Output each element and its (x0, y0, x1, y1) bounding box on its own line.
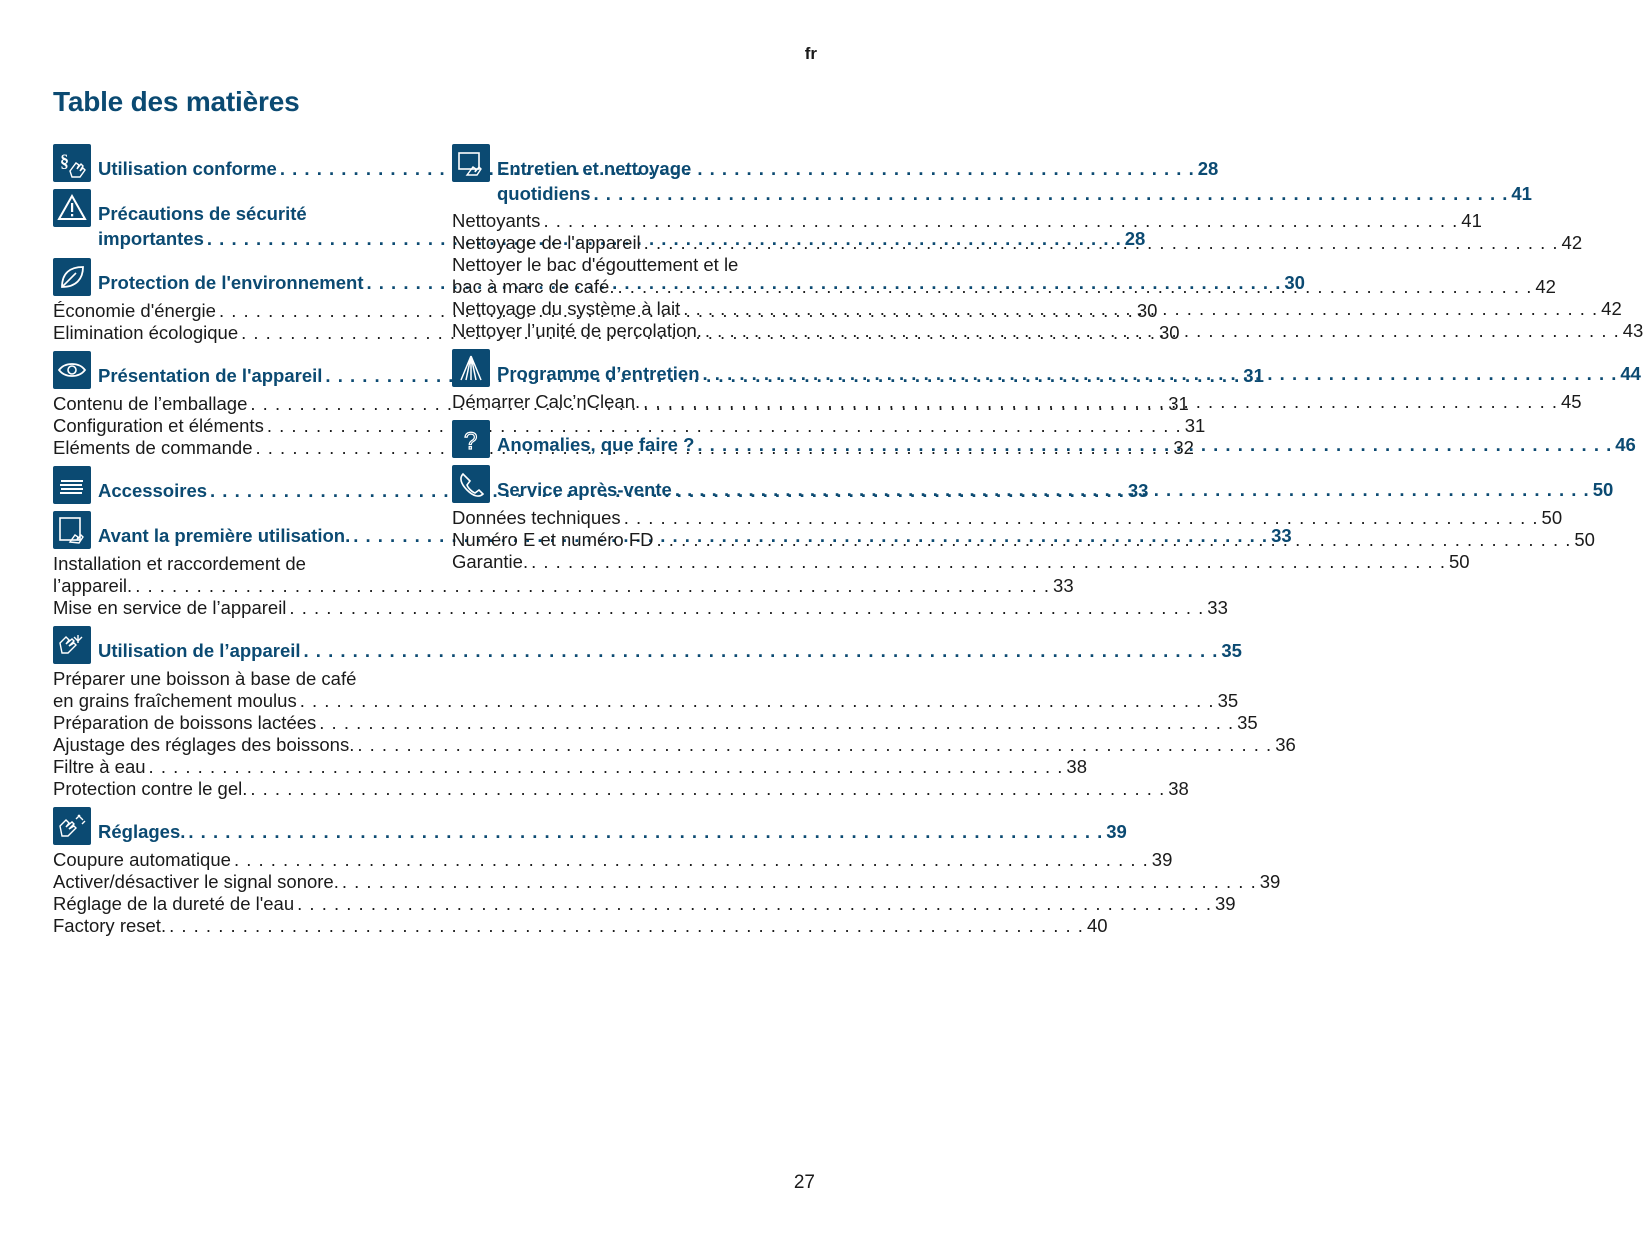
dot-leader (657, 529, 1572, 551)
page-title: Table des matières (53, 86, 300, 117)
dot-leader (149, 756, 1064, 778)
section-title-row (497, 432, 1636, 457)
dot-leader (250, 778, 1165, 800)
toc-entry[interactable] (53, 668, 1239, 712)
entry-label: en grains fraîchement moulus (53, 690, 297, 711)
toc-entry[interactable] (53, 756, 1087, 778)
stack-icon (53, 466, 91, 504)
dot-leader (342, 871, 1257, 893)
toc-entry[interactable] (53, 871, 1281, 893)
section-title-label: Utilisation conforme (98, 158, 277, 179)
entry-row (53, 415, 1206, 437)
dot-leader (169, 915, 1084, 937)
settings-hand-icon (53, 807, 91, 845)
entry-page: 43 (1622, 320, 1643, 341)
dot-leader (304, 638, 1219, 663)
entry-page: 38 (1168, 778, 1189, 799)
dot-leader (643, 391, 1558, 413)
entry-page: 40 (1086, 915, 1108, 936)
dot-leader (703, 361, 1618, 386)
toc-entry[interactable] (53, 597, 1228, 619)
section-title-page: 28 (1197, 158, 1219, 179)
dot-leader (188, 819, 1103, 844)
section-title-page: 46 (1615, 434, 1636, 455)
section-title-row (497, 477, 1613, 502)
eye-icon (53, 351, 91, 389)
dot-leader (297, 893, 1212, 915)
entry-page: 35 (1237, 712, 1258, 733)
entry-page: 42 (1535, 276, 1556, 297)
first-use-icon (53, 511, 91, 549)
entry-row (53, 893, 1236, 915)
dot-leader (683, 298, 1598, 320)
section-title-line: Entretien et nettoyage (497, 158, 692, 179)
entry-label: Coupure automatique (53, 849, 231, 870)
svg-text:§: § (60, 151, 69, 171)
toc-entry[interactable] (452, 551, 1470, 573)
entry-label: Nettoyage de l'appareil (452, 232, 641, 253)
entry-page: 45 (1561, 391, 1582, 412)
entry-label: Économie d'énergie (53, 300, 216, 321)
phone-icon (452, 465, 490, 503)
section-entries (53, 849, 1281, 937)
entry-page: 42 (1561, 232, 1583, 253)
section-title-label: Programme d’entretien (497, 363, 700, 384)
entry-page: 33 (1207, 597, 1228, 618)
section-entries (53, 668, 1296, 800)
entry-label: Données techniques (452, 507, 621, 528)
section-title (98, 807, 1127, 844)
section-title-label: Protection de l'environnement (98, 272, 364, 293)
hand-operate-icon (53, 626, 91, 664)
section-heading[interactable] (53, 807, 1127, 845)
page-number: 27 (793, 1172, 815, 1193)
section-title-page: 31 (1243, 365, 1264, 386)
dot-leader (697, 432, 1612, 457)
entry-page: 42 (1601, 298, 1622, 319)
section-title-page: 50 (1592, 479, 1614, 500)
entry-page: 50 (1574, 529, 1595, 550)
section-title-label: Avant la première utilisation. (98, 525, 351, 546)
section-title-page: 44 (1620, 363, 1641, 384)
entry-row (53, 597, 1228, 619)
toc-section[interactable] (53, 807, 1281, 937)
section-title-row (497, 361, 1641, 386)
dot-leader (357, 734, 1272, 756)
entry-label: Filtre à eau (53, 756, 146, 777)
dot-leader (319, 712, 1234, 734)
entry-page: 30 (1136, 300, 1158, 321)
section-title-line: Précautions de sécurité (98, 203, 307, 224)
entry-row (53, 871, 1281, 893)
toc-entry[interactable] (53, 778, 1189, 800)
section-title-row (98, 819, 1127, 844)
leaf-icon (53, 258, 91, 296)
section-title-label: quotidiens (497, 183, 591, 204)
section-title-row (497, 181, 1532, 206)
toc-entry[interactable] (53, 712, 1258, 734)
entry-page: 31 (1184, 415, 1206, 436)
toc-section[interactable] (53, 626, 1296, 800)
entry-label: Ajustage des réglages des boissons. (53, 734, 355, 755)
question-icon (452, 420, 490, 458)
section-title-page: 28 (1124, 228, 1146, 249)
entry-label: Protection contre le gel. (53, 778, 248, 799)
section-title-page: 41 (1511, 183, 1532, 204)
entry-label: Garantie. (452, 551, 529, 572)
dot-leader (543, 210, 1458, 232)
dot-leader (705, 320, 1620, 342)
entry-page: 31 (1168, 393, 1189, 414)
entry-page: 39 (1215, 893, 1236, 914)
dot-leader (289, 597, 1204, 619)
entry-page: 39 (1259, 871, 1281, 892)
entry-label-line: Préparer une boisson à base de café (53, 668, 357, 689)
entry-page: 39 (1151, 849, 1173, 870)
dot-leader (675, 477, 1590, 502)
section-title (98, 626, 1242, 663)
entry-page: 41 (1461, 210, 1482, 231)
entry-row (452, 551, 1470, 573)
entry-label: Réglage de la dureté de l'eau (53, 893, 295, 914)
entry-row (53, 575, 1074, 597)
entry-row (53, 690, 1239, 712)
entry-label: bac à marc de café. (452, 276, 615, 297)
section-title-label: Réglages. (98, 821, 186, 842)
section-title (497, 144, 1532, 206)
toc-entry[interactable] (53, 734, 1296, 756)
section-title (497, 420, 1636, 457)
section-title-row (98, 638, 1242, 663)
entry-page: 30 (1158, 322, 1180, 343)
section-title-page: 33 (1271, 525, 1292, 546)
section-title-label: Utilisation de l’appareil (98, 640, 301, 661)
section-title-page: 33 (1127, 480, 1149, 501)
dot-leader (300, 690, 1215, 712)
section-title-label: Anomalies, que faire ? (497, 434, 695, 455)
dot-leader (644, 232, 1559, 254)
entry-label: Activer/désactiver le signal sonore. (53, 871, 339, 892)
language-label: fr (804, 44, 817, 63)
entry-row (452, 507, 1563, 529)
toc-entry[interactable] (53, 415, 1206, 437)
section-heading[interactable] (53, 626, 1242, 664)
paragraph-hand-icon (53, 144, 91, 182)
entry-label: l’appareil. (53, 575, 133, 596)
entry-page: 50 (1448, 551, 1470, 572)
entry-label: Factory reset. (53, 915, 167, 936)
svg-text:?: ? (464, 428, 478, 455)
maintenance-lines-icon (452, 349, 490, 387)
section-title-page: 39 (1106, 821, 1127, 842)
toc-entry[interactable] (53, 893, 1236, 915)
section-title-label: Accessoires (98, 480, 208, 501)
entry-page: 36 (1275, 734, 1296, 755)
entry-label: Elimination écologique (53, 322, 239, 343)
entry-row (53, 778, 1189, 800)
entry-page: 35 (1217, 690, 1239, 711)
entry-label: Nettoyage du système à lait (452, 298, 681, 319)
entry-row (53, 712, 1258, 734)
toc-entry[interactable] (53, 849, 1173, 871)
section-title-label: Présentation de l'appareil (98, 365, 323, 386)
entry-label: Nettoyants (452, 210, 541, 231)
section-title-page: 35 (1221, 640, 1242, 661)
entry-label: Mise en service de l’appareil (53, 597, 287, 618)
entry-label-line: Nettoyer le bac d'égouttement et le (452, 254, 739, 275)
dot-leader (624, 507, 1539, 529)
entry-page: 33 (1053, 575, 1074, 596)
entry-page: 50 (1541, 507, 1563, 528)
section-title-label: Service après-vente (497, 479, 672, 500)
entry-label: Numéro E et numéro FD (452, 529, 654, 550)
dot-leader (531, 551, 1446, 573)
entry-label-line: Installation et raccordement de (53, 553, 306, 574)
toc-entry[interactable] (53, 915, 1108, 937)
section-title-label: importantes (98, 228, 204, 249)
entry-row (53, 734, 1296, 756)
entry-label: Contenu de l’emballage (53, 393, 248, 414)
entry-page: 32 (1173, 437, 1194, 458)
entry-label: Nettoyer l’unité de percolation. (452, 320, 702, 341)
entry-row (53, 915, 1108, 937)
entry-row (53, 849, 1173, 871)
section-title (497, 465, 1613, 502)
entry-label: Préparation de boissons lactées (53, 712, 317, 733)
section-title-page: 30 (1284, 272, 1305, 293)
entry-label: Eléments de commande (53, 437, 253, 458)
warning-triangle-icon (53, 189, 91, 227)
entry-label: Configuration et éléments (53, 415, 264, 436)
entry-row (452, 210, 1482, 232)
toc-entry[interactable] (452, 507, 1563, 529)
entry-label: Démarrer Calc’nClean. (452, 391, 641, 412)
cleaning-hand-icon (452, 144, 490, 182)
dot-leader (234, 849, 1149, 871)
section-title (497, 349, 1641, 386)
dot-leader (617, 276, 1532, 298)
entry-page: 38 (1066, 756, 1087, 777)
dot-leader (594, 181, 1509, 206)
toc-entry[interactable] (452, 210, 1482, 232)
entry-row (53, 756, 1087, 778)
